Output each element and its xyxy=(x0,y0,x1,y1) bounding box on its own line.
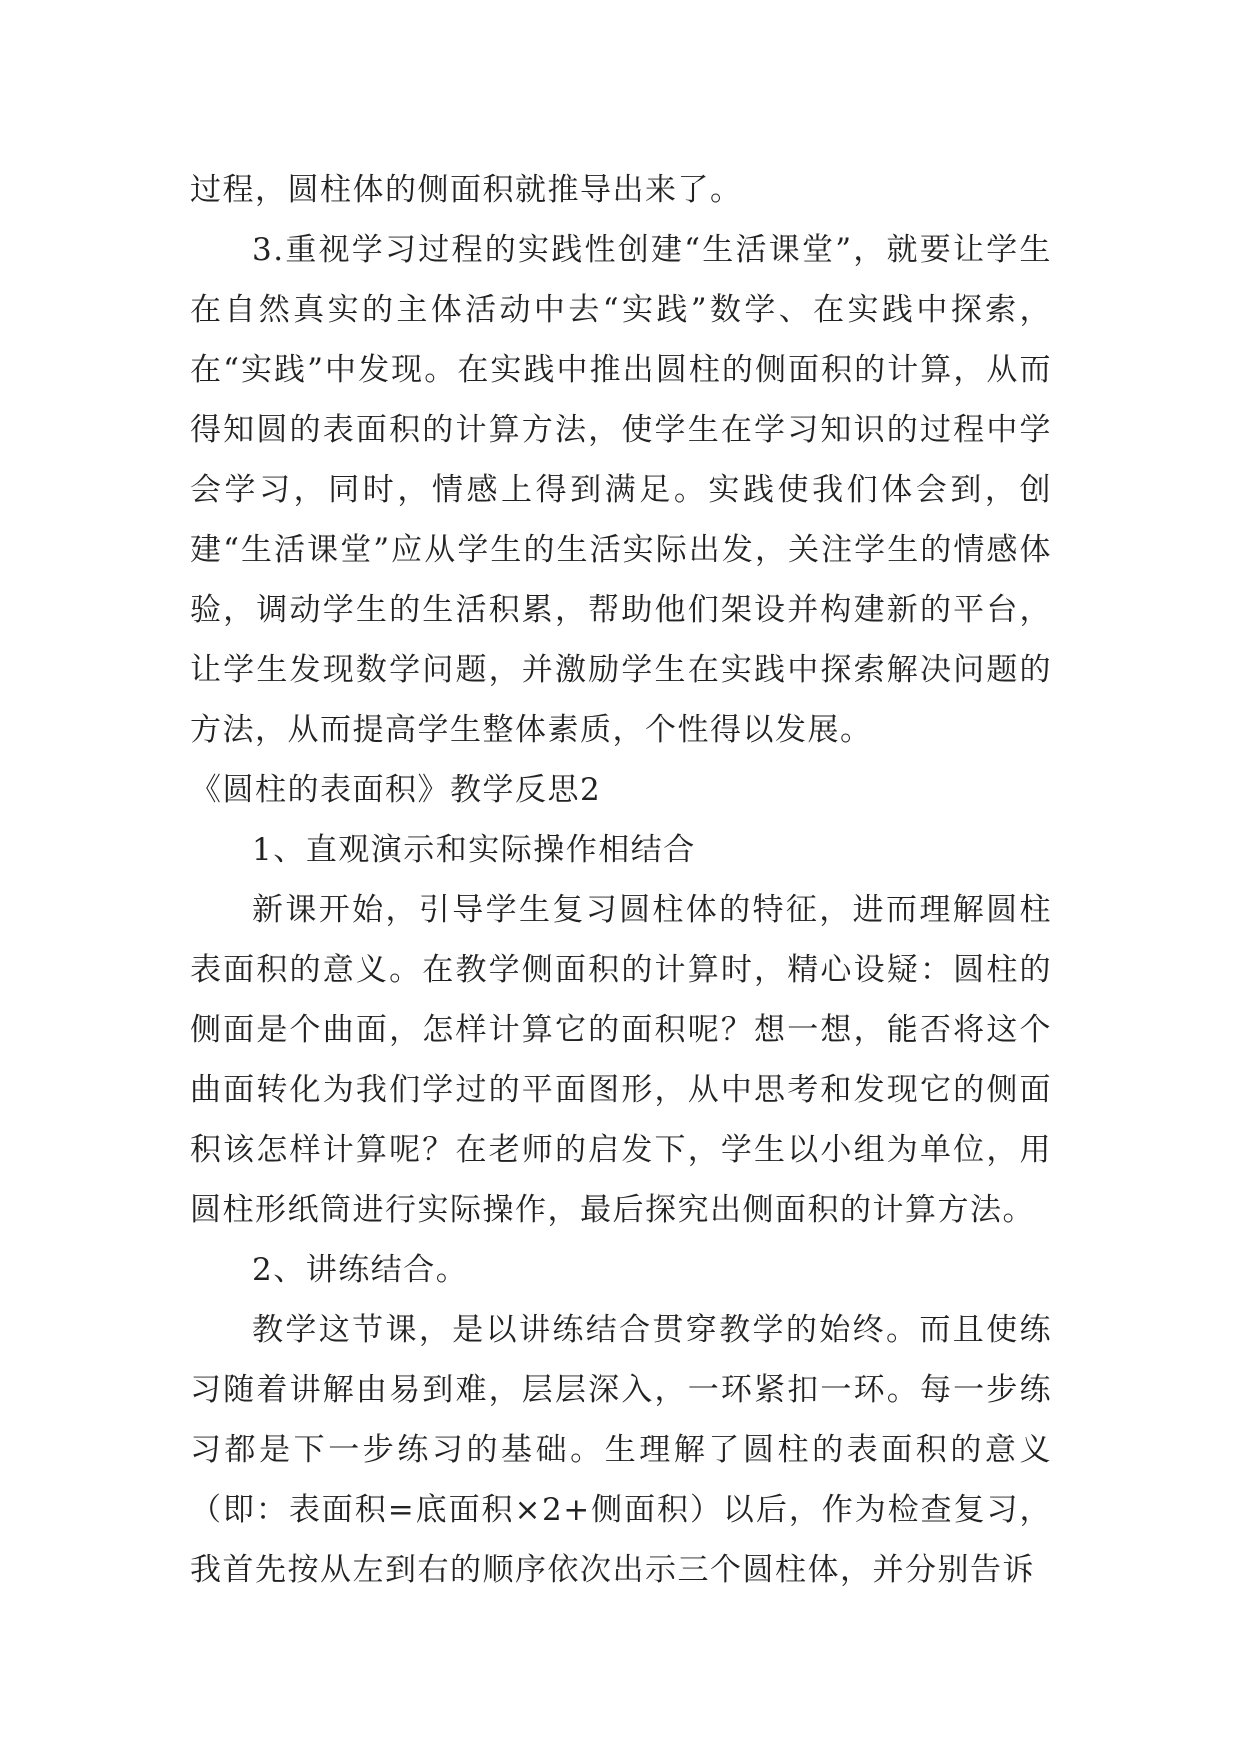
paragraph-1: 过程，圆柱体的侧面积就推导出来了。 xyxy=(190,172,743,208)
paragraph-4: 教学这节课，是以讲练结合贯穿教学的始终。而且使练习随着讲解由易到难，层层深入，一环紧扣一环。每一步练习都是下一步练习的基础。生理解了圆柱的表面积的意义（即：表面积=底面积×2+侧面积）以后，作为检查复习，我首先按从左到右的顺序依次出示三个圆柱体，并分别告诉 xyxy=(190,1312,1052,1588)
paragraph-3: 新课开始，引导学生复习圆柱体的特征，进而理解圆柱表面积的意义。在教学侧面积的计算时，精心设疑：圆柱的侧面是个曲面，怎样计算它的面积呢？想一想，能否将这个曲面转化为我们学过的平面图形，从中思考和发现它的侧面积该怎样计算呢？在老师的启发下，学生以小组为单位，用圆柱形纸筒进行实际操作，最后探究出侧面积的计算方法。 xyxy=(190,892,1052,1228)
paragraph-point-1: 1、直观演示和实际操作相结合 xyxy=(252,832,696,868)
paragraph-2: 3.重视学习过程的实践性创建“生活课堂”，就要让学生在自然真实的主体活动中去“实践”数学、在实践中探索，在“实践”中发现。在实践中推出圆柱的侧面积的计算，从而得知圆的表面积的计算方法，使学生在学习知识的过程中学会学习，同时，情感上得到满足。实践使我们体会到，创建“生活课堂”应从学生的生活实际出发，关注学生的情感体验，调动学生的生活积累，帮助他们架设并构建新的平台，让学生发现数学问题，并激励学生在实践中探索解决问题的方法，从而提高学生整体素质，个性得以发展。 xyxy=(190,232,1052,748)
document-body xyxy=(190,160,1052,1600)
paragraph-point-2: 2、讲练结合。 xyxy=(252,1252,469,1288)
section-heading: 《圆柱的表面积》教学反思2 xyxy=(190,772,602,808)
